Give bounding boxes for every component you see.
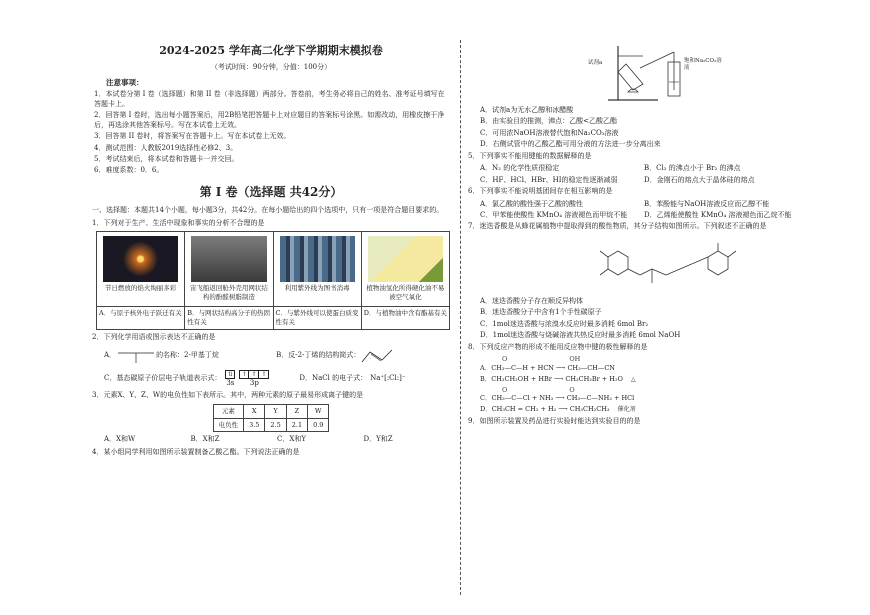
- q7-option-d[interactable]: D．1mol迷迭香酸与烧碱溶液共热反应时最多消耗 6mol NaOH: [480, 331, 681, 340]
- section-intro: 一、选择题：本题共14个小题，每小题3分，共42分。在每小题给出的四个选项中，只有一项是符合题目要求的。: [92, 206, 444, 215]
- ester-apparatus-figure: [468, 42, 808, 102]
- notes-heading: 注意事项：: [106, 78, 144, 88]
- right-column: [468, 38, 808, 430]
- question-3-stem: 3．元素X、Y、Z、W的电负性如下表所示。其中，两种元素的原子最易形成离子键的是: [92, 391, 364, 400]
- q8-option-a[interactable]: A．CH₃—C—H + HCN ⟶ CH₃—CH—CN: [480, 363, 615, 372]
- q5-option-b[interactable]: B．Cl₂ 的沸点小于 Br₂ 的沸点: [644, 164, 741, 173]
- question-1-stem: 1．下列对于生产、生活中现象和事实的分析不合理的是: [92, 218, 265, 227]
- table-cell: 2.1: [286, 418, 307, 432]
- orbital-label: 3s: [226, 378, 235, 387]
- column-divider: [460, 40, 461, 595]
- note-item: 6．难度系数：0．6。: [94, 166, 164, 175]
- q2-option-a-label[interactable]: A．: [104, 351, 117, 360]
- table-header: 元素: [213, 404, 244, 418]
- molecule-diagram-icon: [468, 235, 808, 295]
- q2-row-ab: [104, 345, 450, 367]
- question-1-table: [96, 231, 450, 330]
- q8-option-d-text: D．CH₃CH = CH₂ + H₂ ⟶ CH₃CH₂CH₃: [480, 405, 610, 414]
- q1-caption: 宙飞船返回舱外壳用网状结构的酚醛树脂制造: [189, 283, 268, 301]
- q5-options-row1: [480, 164, 808, 173]
- nacl-electron-formula: Na⁺[:Cl:]⁻: [370, 374, 406, 383]
- orbital-label: 3p: [249, 378, 259, 387]
- question-2-stem: 2．下列化学用语或图示表达不正确的是: [92, 332, 216, 341]
- q6-option-b[interactable]: B．苯酚能与NaOH溶液反应而乙醇不能: [644, 199, 770, 208]
- q4-option-a[interactable]: A．试剂a为无水乙醇和冰醋酸: [480, 106, 574, 114]
- q8-option-d[interactable]: [480, 405, 808, 414]
- question-6-stem: 6．下列事实不能说明基团间存在相互影响的是: [468, 187, 613, 196]
- table-row-label: 电负性: [213, 418, 244, 432]
- carbonate-label: 饱和Na₂CO₃溶液: [684, 58, 722, 72]
- q6-option-c[interactable]: C．甲苯能使酸性 KMnO₄ 溶液褪色而甲烷不能: [480, 210, 628, 219]
- table-header: X: [244, 404, 265, 418]
- q8-option-c[interactable]: C．CH₃—C—Cl + NH₃ ⟶ CH₃—C—NH₂ + HCl: [480, 394, 635, 403]
- orbital-boxes: [239, 370, 269, 379]
- exam-subtitle: （考试时间：90分钟，分值：100分）: [210, 62, 332, 71]
- note-item: 1．本试卷分第 I 卷（选择题）和第 II 卷（非选择题）两部分。答卷前，考生务必将自己的姓名、准考证号填写在答题卡上。: [94, 90, 445, 108]
- q6-options-row1: [480, 200, 808, 209]
- q8-c-top: O O: [502, 385, 575, 394]
- q4-option-c[interactable]: C．可用浓NaOH溶液替代饱和Na₂CO₃溶液: [480, 128, 619, 137]
- q8-d-condition: 催化剂: [617, 406, 636, 414]
- question-5-stem: 5．下列事实不能用键能的数据解释的是: [468, 151, 592, 160]
- q8-option-b-text: B．CH₃CH₂OH + HBr ⟶ CH₃CH₂Br + H₂O: [480, 374, 623, 383]
- q3-option-a[interactable]: A．X和W: [104, 435, 136, 444]
- q2-option-d[interactable]: D．NaCl 的电子式：: [299, 374, 368, 383]
- apparatus-diagram-icon: [468, 42, 808, 102]
- orbital-box-icon: ↑: [249, 370, 259, 379]
- q8-b-condition: △: [631, 375, 636, 383]
- table-cell: 0.9: [308, 418, 329, 432]
- note-item: 2．回答第 I 卷时，选出每小题答案后，用2B铅笔把答题卡上对应题目的答案标号涂黑。如需改动，用橡皮擦干净后，再选涂其他答案标号。写在本试卷上无效。: [94, 111, 445, 129]
- question-4-stem: 4．某小组同学利用如图所示装置制备乙酸乙酯。下列说法正确的是: [92, 447, 300, 456]
- q4-option-d[interactable]: D．右侧试管中的乙酸乙酯可用分液的方法进一步分离出来: [480, 140, 661, 149]
- note-item: 3．回答第 II 卷时，将答案写在答题卡上。写在本试卷上无效。: [94, 132, 291, 141]
- table-cell: 3.5: [244, 418, 265, 432]
- q1-option-c[interactable]: C．与紫外线可以使蛋白质变性有关: [273, 306, 361, 329]
- q3-options: [104, 435, 450, 444]
- rosmarinic-acid-structure: [468, 235, 808, 295]
- q6-option-a[interactable]: A．氯乙酸的酸性强于乙酸的酸性: [480, 199, 584, 208]
- q3-option-d[interactable]: D．Y和Z: [363, 435, 393, 444]
- q1-cell-d: [361, 231, 449, 306]
- q2-option-b[interactable]: B．反-2-丁烯的结构简式：: [276, 351, 361, 360]
- orbital-box-icon: ⇅: [225, 370, 235, 379]
- q6-option-d[interactable]: D．乙烯能使酸性 KMnO₄ 溶液褪色而乙烷不能: [644, 210, 792, 219]
- note-item: 4．测试范围：人教版2019选择性必修2、3。: [94, 143, 238, 152]
- q6-options-row2: [480, 211, 808, 220]
- q5-options-row2: [480, 176, 808, 185]
- q1-cell-b: [185, 231, 273, 306]
- q2-option-a[interactable]: 的名称：2-甲基丁烷: [156, 351, 219, 360]
- q5-option-c[interactable]: C．HF、HCl、HBr、HI的稳定性逐渐减弱: [480, 175, 618, 184]
- q7-option-c[interactable]: C．1mol迷迭香酸与浓溴水反应时最多消耗 6mol Br₂: [480, 319, 649, 328]
- q1-option-b[interactable]: B．与网状结构高分子的热固性有关: [185, 306, 273, 329]
- hardened-oil-image: [368, 236, 443, 282]
- library-uv-image: [280, 236, 355, 282]
- question-9-stem: 9．如图所示装置及药品进行实验时能达到实验目的的是: [468, 417, 641, 426]
- q7-option-a[interactable]: A．迷迭香酸分子存在顺反异构体: [480, 296, 584, 305]
- q8-option-b[interactable]: [480, 375, 808, 384]
- q2-option-c[interactable]: C．基态碳原子价层电子轨道表示式：: [104, 374, 222, 383]
- orbital-box-icon: ↑: [259, 370, 269, 379]
- table-cell: 2.5: [265, 418, 286, 432]
- q1-caption: 节日燃放的焰火绚丽多彩: [104, 283, 177, 292]
- q1-cell-a: [97, 231, 185, 306]
- orbital-3s: [225, 370, 235, 388]
- reagent-a-label: 试剂a: [588, 60, 603, 66]
- q7-option-b[interactable]: B．迷迭香酸分子中含有1个手性碳原子: [480, 308, 602, 317]
- question-8-stem: 8．下列反应产物的形成不能用反应物中键的极性解释的是: [468, 342, 648, 351]
- section-title: 第 I 卷（选择题 共42分）: [199, 184, 343, 199]
- orbital-3p: [239, 370, 269, 388]
- left-column: [92, 38, 450, 460]
- q1-caption: 利用紫外线为图书消毒: [284, 283, 350, 292]
- fireworks-image: [103, 236, 178, 282]
- q1-cell-c: [273, 231, 361, 306]
- q3-option-b[interactable]: B．X和Z: [190, 435, 220, 444]
- q3-option-c[interactable]: C．X和Y: [277, 435, 306, 444]
- spacecraft-capsule-image: [191, 236, 266, 282]
- q1-option-a[interactable]: A．与原子核外电子跃迁有关: [97, 306, 185, 329]
- orbital-box-icon: ↑: [239, 370, 249, 379]
- methylbutane-structure-icon: [116, 345, 156, 367]
- q1-option-d[interactable]: D．与植物油中含有酯基有关: [361, 306, 449, 329]
- question-7-stem: 7．迷迭香酸是从蜂花属植物中提取得到的酸性物质，其分子结构如图所示。下列叙述不正确的是: [468, 222, 767, 231]
- q4-option-b[interactable]: B．由实验目的推测，沸点：乙酸<乙酸乙酯: [480, 117, 618, 126]
- table-header: Z: [286, 404, 307, 418]
- q1-caption: 植物油氢化所得硬化油不易被空气氧化: [366, 283, 445, 301]
- exam-title: 2024-2025 学年高二化学下学期期末模拟卷: [159, 44, 383, 57]
- trans-butene-structure-icon: [360, 346, 396, 366]
- q2-row-cd: [104, 370, 450, 388]
- q8-a-top: O OH: [502, 355, 581, 363]
- q5-option-d[interactable]: D．金刚石的熔点大于晶体硅的熔点: [644, 175, 755, 184]
- table-header: W: [308, 404, 329, 418]
- table-header: Y: [265, 404, 286, 418]
- q5-option-a[interactable]: A．N₂ 的化学性质很稳定: [480, 164, 560, 173]
- note-item: 5．考试结束后，将本试卷和答题卡一并交回。: [94, 155, 239, 164]
- electronegativity-table: [213, 404, 330, 433]
